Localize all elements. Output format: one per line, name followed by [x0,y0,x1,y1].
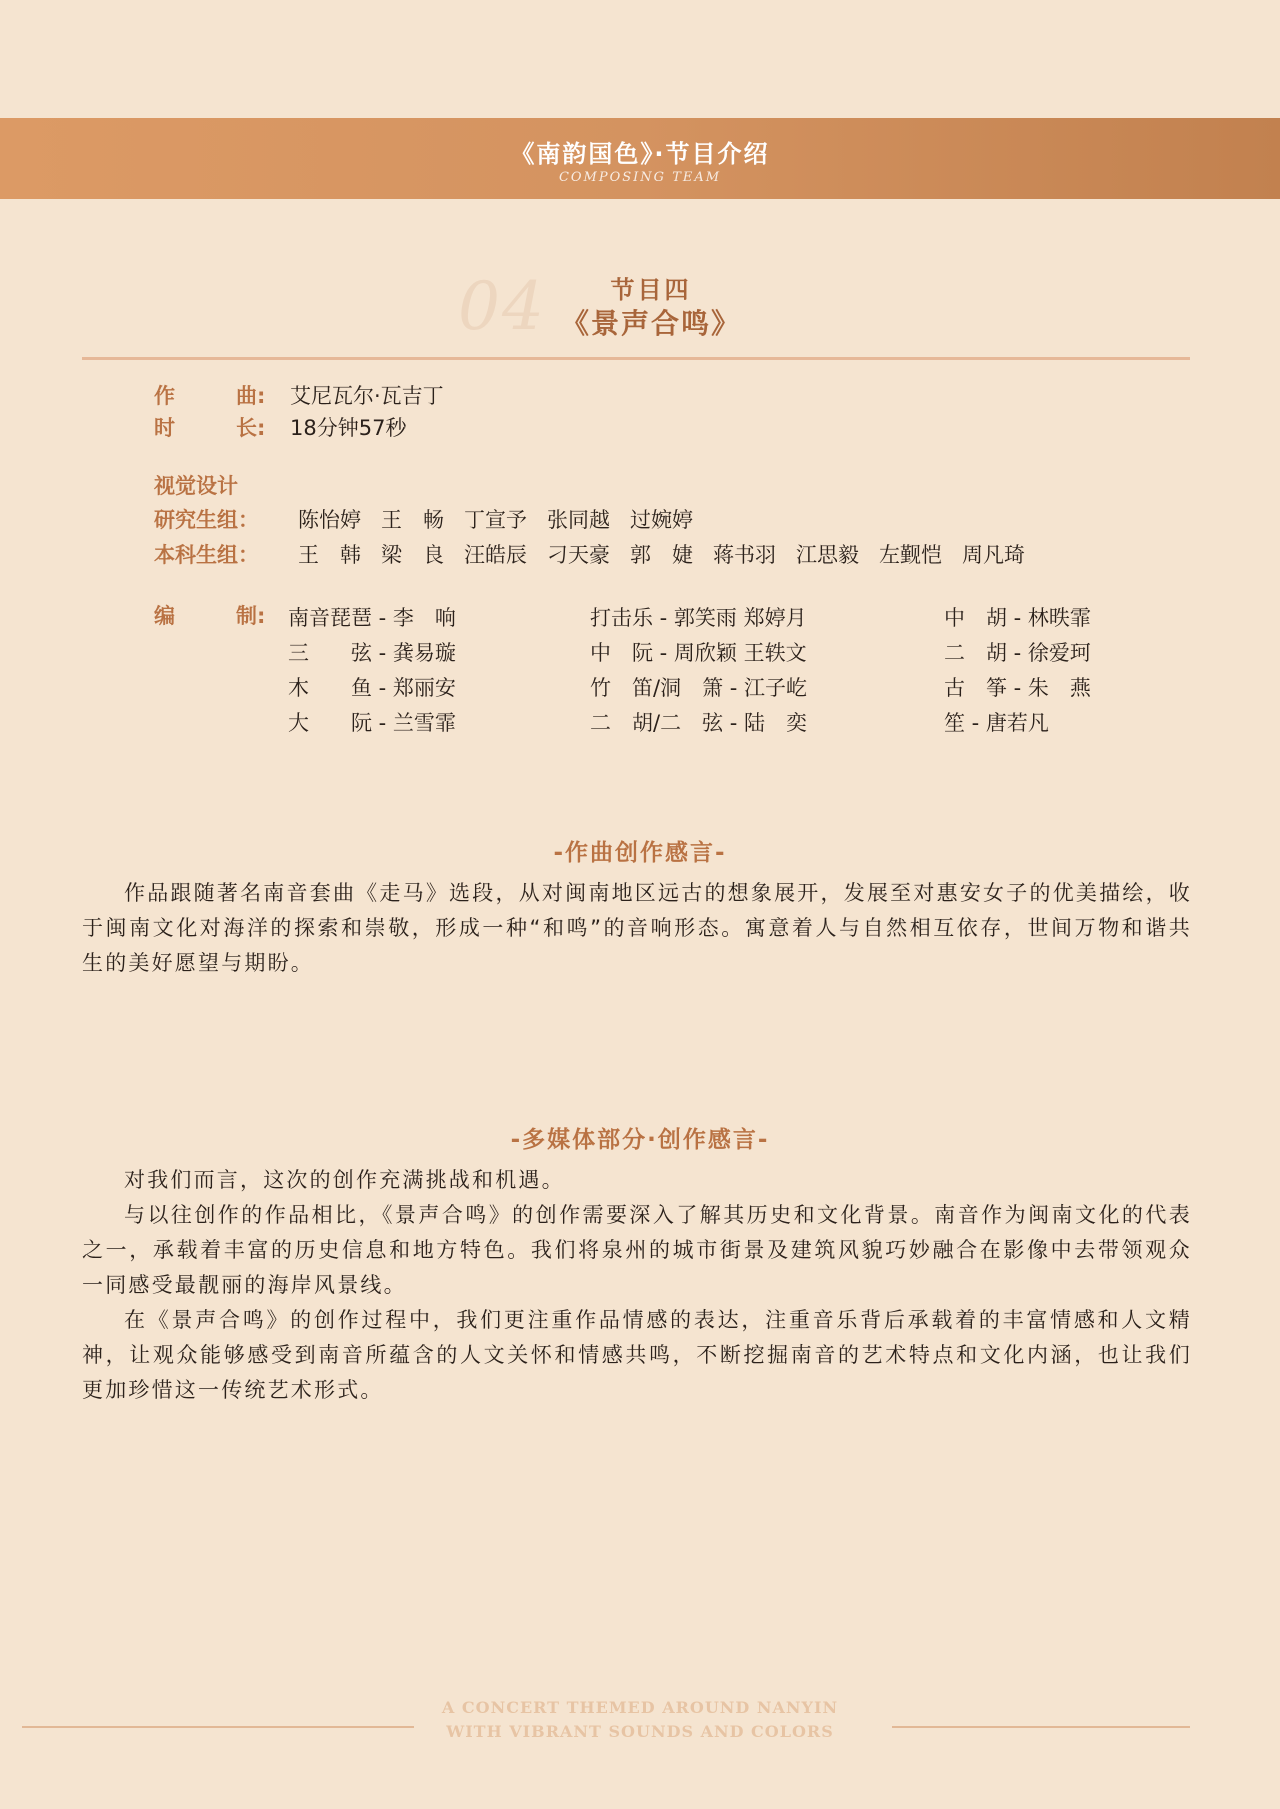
header-banner [0,118,1280,199]
undergrad-name: 郭 婕 [630,543,693,567]
undergrad-group-names [298,539,1045,569]
program-name: 《景声合鸣》 [560,307,741,340]
grad-group-label: 研究生组： [154,508,259,532]
orchestration-item: 竹 笛/洞 箫 - 江子屹 [590,676,808,700]
orchestration-item: 南音琵琶 - 李 响 [288,606,456,630]
undergrad-name: 蒋书羽 [713,543,776,567]
grad-name: 王 畅 [381,508,444,532]
grad-name: 丁宣予 [464,508,527,532]
duration-value: 18分钟57秒 [290,416,407,440]
undergrad-name: 周凡琦 [962,543,1025,567]
orchestration-item: 二 胡 - 徐爱珂 [944,641,1091,665]
orchestration-item: 三 弦 - 龚易璇 [288,641,456,665]
multimedia-notes-paragraph: 在《景声合鸣》的创作过程中，我们更注重作品情感的表达，注重音乐背后承载着的丰富情感和人文精神，让观众能够感受到南音所蕴含的人文关怀和情感共鸣，不断挖掘南音的艺术特点和文化内涵，也让我们更加珍惜这一传统艺术形式。 [82,1308,1192,1402]
visual-design-heading: 视觉设计 [154,474,238,498]
grad-name: 张同越 [547,508,610,532]
undergrad-name: 汪皓辰 [464,543,527,567]
undergrad-group-label: 本科生组： [154,543,259,567]
undergrad-name: 梁 良 [381,543,444,567]
duration-label-1: 时 [154,416,175,440]
orchestration-item: 笙 - 唐若凡 [944,711,1049,735]
orchestration-label-2: 制: [236,604,266,628]
program-number: 04 [458,268,546,345]
undergrad-name: 左觐恺 [879,543,942,567]
orchestration-item: 大 阮 - 兰雪霏 [288,711,456,735]
multimedia-notes-title: -多媒体部分·创作感言- [510,1127,770,1153]
undergrad-name: 江思毅 [796,543,859,567]
footer-line-2: WITH VIBRANT SOUNDS AND COLORS [446,1722,834,1741]
composer-label-1: 作 [154,384,175,408]
grad-group-names [298,504,713,534]
program-label: 节目四 [610,276,692,304]
orchestration-item: 古 筝 - 朱 燕 [944,676,1091,700]
composer-label-2: 曲: [236,384,266,408]
grad-name: 过婉婷 [630,508,693,532]
orchestration-item: 二 胡/二 弦 - 陆 奕 [590,711,808,735]
multimedia-notes-paragraph: 与以往创作的作品相比，《景声合鸣》的创作需要深入了解其历史和文化背景。南音作为闽南文化的代表之一，承载着丰富的历史信息和地方特色。我们将泉州的城市街景及建筑风貌巧妙融合在影像中去带领观众一同感受最靓丽的海岸风景线。 [82,1203,1192,1297]
composer-notes-title: -作曲创作感言- [553,840,727,866]
orchestration-item: 打击乐 - 郭笑雨 郑婷月 [590,606,807,630]
header-subtitle: COMPOSING TEAM [558,170,722,185]
composer-value: 艾尼瓦尔·瓦吉丁 [290,384,444,408]
footer-line-1: A CONCERT THEMED AROUND NANYIN [441,1698,839,1717]
grad-name: 陈怡婷 [298,508,361,532]
header-title: 《南韵国色》·节目介绍 [510,140,770,168]
section-divider [82,357,1190,360]
composer-notes-paragraph: 作品跟随著名南音套曲《走马》选段，从对闽南地区远古的想象展开，发展至对惠安女子的优美描绘，收于闽南文化对海洋的探索和崇敬，形成一种“和鸣”的音响形态。寓意着人与自然相互依存，世间万物和谐共生的美好愿望与期盼。 [82,881,1192,975]
duration-label-2: 长: [236,416,266,440]
orchestration-item: 木 鱼 - 郑丽安 [288,676,456,700]
composer-notes-body [82,876,1192,981]
undergrad-name: 刁天豪 [547,543,610,567]
orchestration-item: 中 胡 - 林昳霏 [944,606,1091,630]
undergrad-name: 王 韩 [298,543,361,567]
orchestration-item: 中 阮 - 周欣颖 王轶文 [590,641,807,665]
multimedia-notes-paragraph: 对我们而言，这次的创作充满挑战和机遇。 [124,1168,565,1192]
orchestration-label-1: 编 [154,604,175,628]
multimedia-notes-body [82,1163,1192,1408]
